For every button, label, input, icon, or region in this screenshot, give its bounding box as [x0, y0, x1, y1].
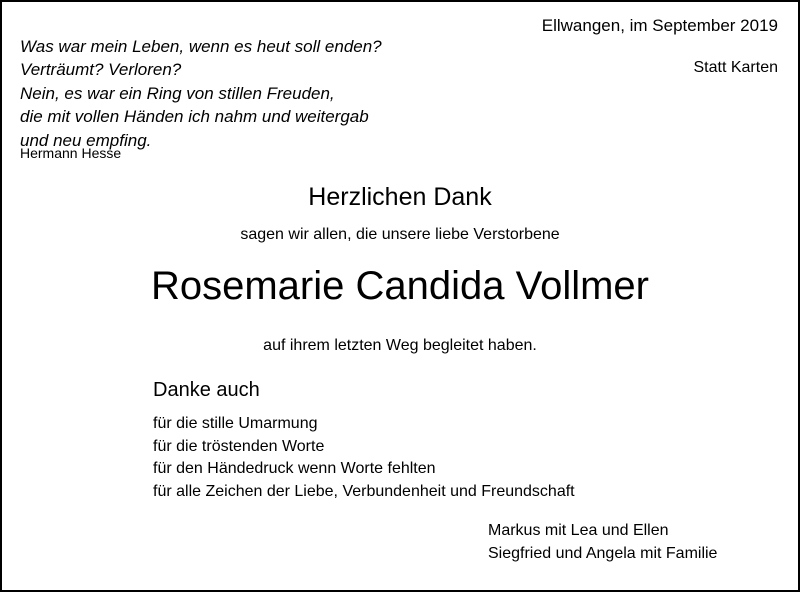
intro-text: sagen wir allen, die unsere liebe Verstorbene [240, 226, 560, 243]
thanks-list-item: für alle Zeichen der Liebe, Verbundenheit und Freundschaft [153, 482, 575, 500]
thanks-list [153, 413, 575, 503]
outro-text: auf ihrem letzten Weg begleitet haben. [263, 337, 537, 354]
thanks-heading: Herzlichen Dank [308, 183, 492, 211]
poem-line: Nein, es war ein Ring von stillen Freuden, [20, 83, 335, 103]
poem-line: die mit vollen Händen ich nahm und weitergab [20, 107, 369, 127]
signature [488, 519, 717, 565]
poem-line: und neu empfing. [20, 130, 152, 150]
signature-line: Markus mit Lea und Ellen [488, 522, 669, 539]
poem-author: Hermann Hesse [20, 145, 122, 161]
statt-karten-label: Statt Karten [693, 59, 778, 76]
thanks-list-item: für den Händedruck wenn Worte fehlten [153, 460, 436, 477]
poem-line: Verträumt? Verloren? [20, 60, 182, 80]
thanks-list-item: für die tröstenden Worte [153, 437, 325, 455]
poem-line: Was war mein Leben, wenn es heut soll enden? [20, 37, 382, 56]
signature-line: Siegfried und Angela mit Familie [488, 545, 718, 562]
deceased-name: Rosemarie Candida Vollmer [150, 264, 649, 308]
danke-auch-heading: Danke auch [153, 379, 260, 401]
thanks-list-item: für die stille Umarmung [153, 415, 318, 432]
date-line: Ellwangen, im September 2019 [541, 16, 778, 35]
poem [20, 35, 382, 152]
